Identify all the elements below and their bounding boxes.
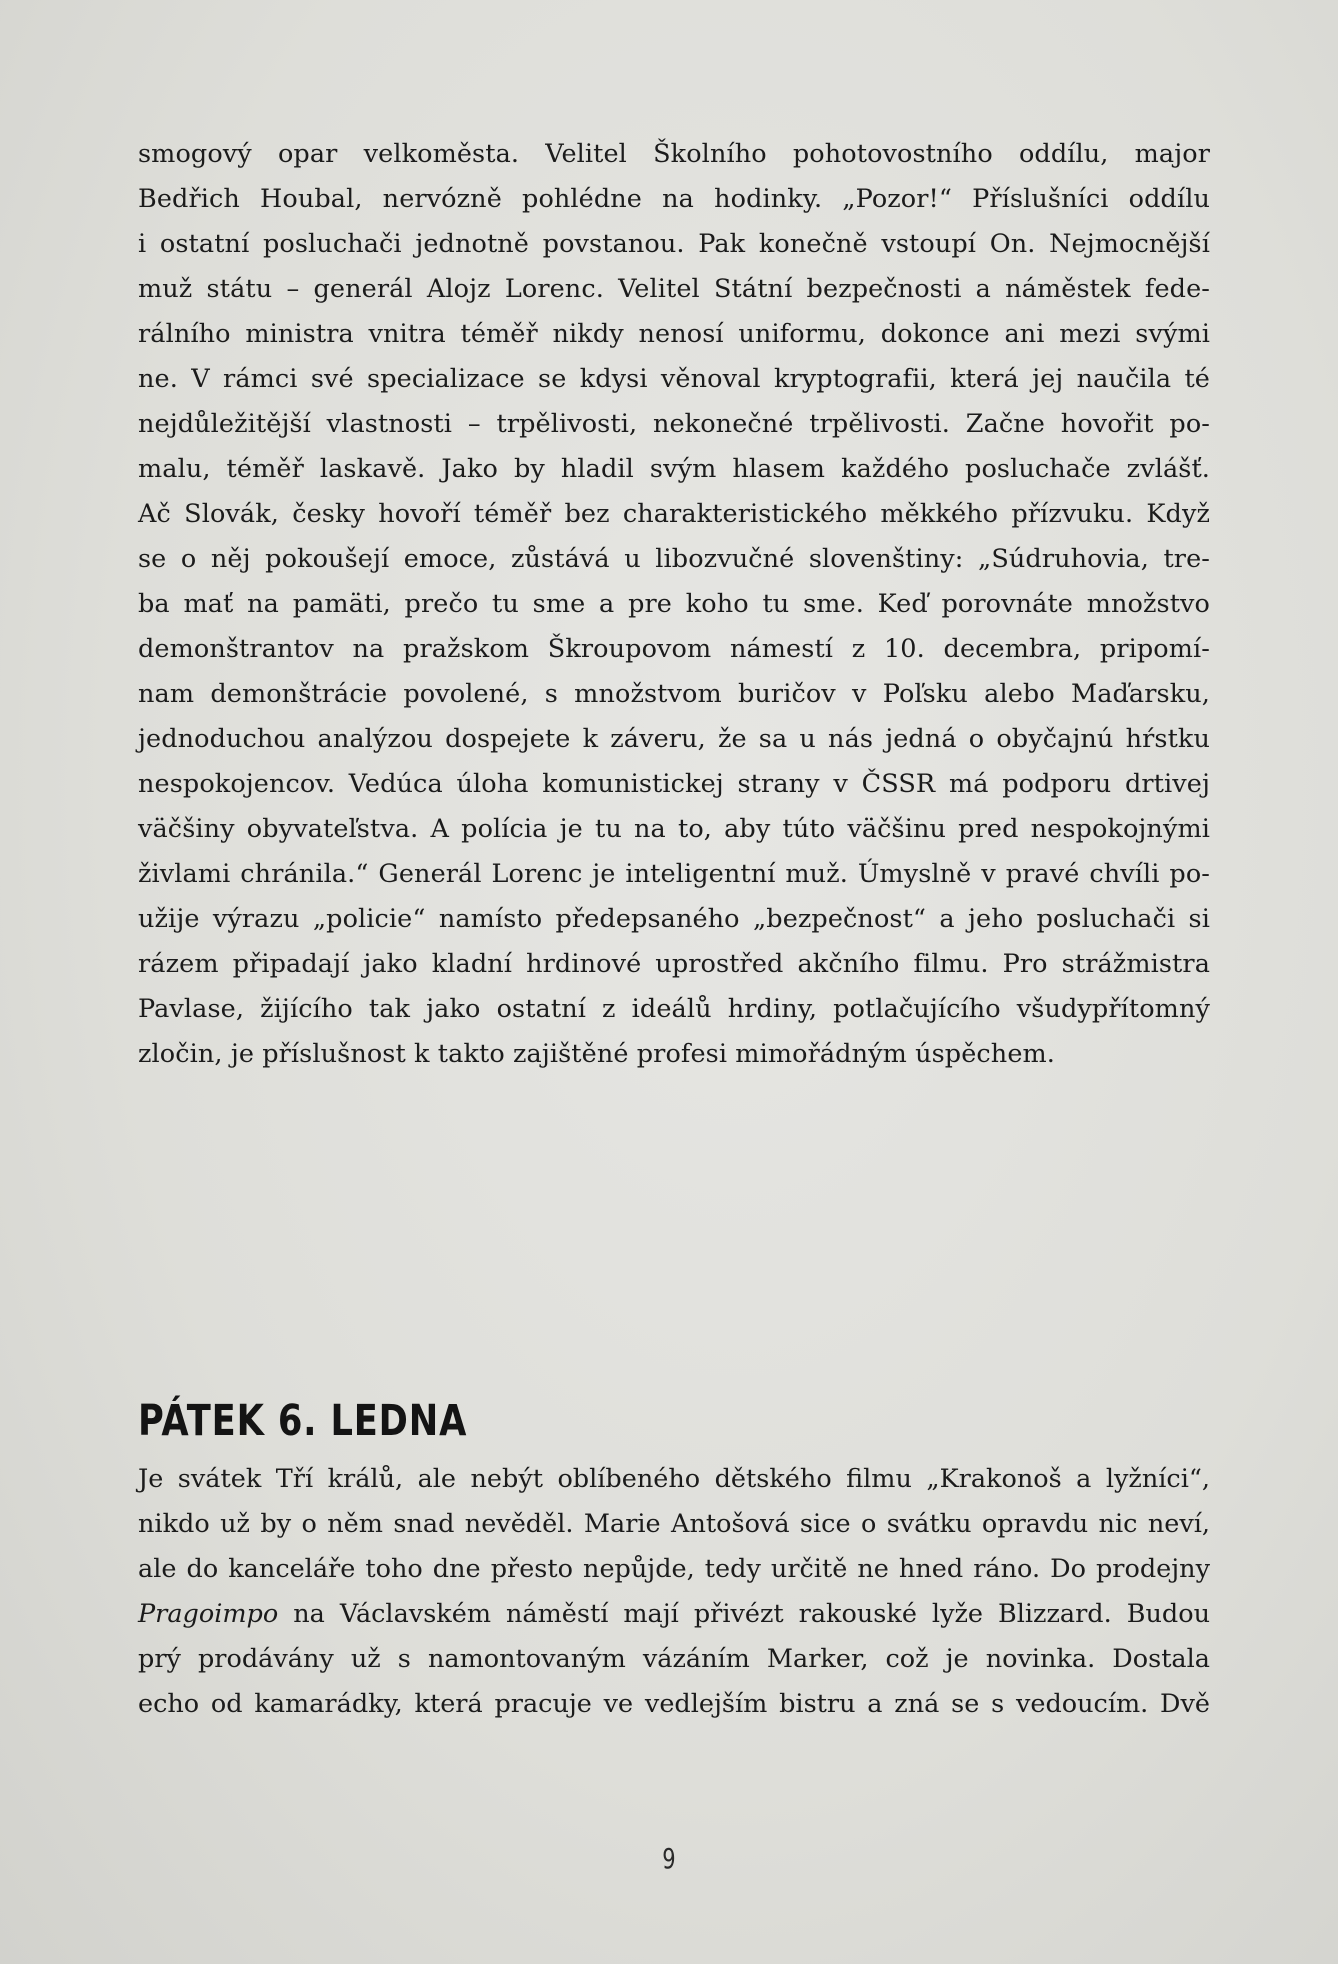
text-line: užije výrazu „policie“ namísto předepsaného „bezpečnost“ a jeho posluchači si (138, 904, 1210, 934)
text-line: ale do kanceláře toho dne přesto nepůjde, tedy určitě ne hned ráno. Do prodejny (138, 1554, 1210, 1584)
text-line: demonštrantov na pražskom Škroupovom námestí z 10. decembra, pripomí- (138, 634, 1210, 664)
text-line: ba mať na pamäti, prečo tu sme a pre koho tu sme. Keď porovnáte množstvo (138, 589, 1210, 619)
section-heading: PÁTEK 6. LEDNA (138, 1396, 468, 1446)
paragraph-new-section (138, 1457, 1210, 1727)
text-line (138, 1592, 1210, 1637)
text-line: echo od kamarádky, která pracuje ve vedlejším bistru a zná se s vedoucím. Dvě (138, 1689, 1210, 1719)
text-line: muž státu – generál Alojz Lorenc. Velitel Státní bezpečnosti a náměstek fede- (138, 274, 1210, 304)
text-line: i ostatní posluchači jednotně povstanou. Pak konečně vstoupí On. Nejmocnější (138, 229, 1210, 259)
page-number: 9 (662, 1842, 676, 1875)
text-line: Ač Slovák, česky hovoří téměř bez charakteristického měkkého přízvuku. Když (138, 499, 1210, 529)
text-line: Pavlase, žijícího tak jako ostatní z ideálů hrdiny, potlačujícího všudypřítomný (138, 994, 1210, 1024)
text-line: nikdo už by o něm snad nevěděl. Marie Antošová sice o svátku opravdu nic neví, (138, 1509, 1210, 1539)
text-line: ne. V rámci své specializace se kdysi věnoval kryptografii, která jej naučila té (138, 364, 1210, 394)
paragraph-continued (138, 132, 1210, 1077)
text-line: zločin, je příslušnost k takto zajištěné profesi mimořádným úspěchem. (138, 1039, 1056, 1069)
italic-store-name: Pragoimpo (138, 1599, 279, 1629)
text-line: rázem připadají jako kladní hrdinové uprostřed akčního filmu. Pro strážmistra (138, 949, 1210, 979)
text-line: malu, téměř laskavě. Jako by hladil svým hlasem každého posluchače zvlášť. (138, 454, 1210, 484)
text-line: nespokojencov. Vedúca úloha komunistickej strany v ČSSR má podporu drtivej (138, 769, 1210, 799)
text-line: Je svátek Tří králů, ale nebýt oblíbeného dětského filmu „Krakonoš a lyžníci“, (138, 1464, 1210, 1494)
text-line: väčšiny obyvateľstva. A polícia je tu na to, aby túto väčšinu pred nespokojnými (138, 814, 1210, 844)
text-line: prý prodávány už s namontovaným vázáním Marker, což je novinka. Dostala (138, 1644, 1210, 1674)
text-line: smogový opar velkoměsta. Velitel Školního pohotovostního oddílu, major (138, 139, 1210, 169)
text-line: se o něj pokoušejí emoce, zůstává u libozvučné slovenštiny: „Súdruhovia, tre- (138, 544, 1210, 574)
text-line: rálního ministra vnitra téměř nikdy nenosí uniformu, dokonce ani mezi svými (138, 319, 1210, 349)
text-line: nejdůležitější vlastnosti – trpělivosti, nekonečné trpělivosti. Začne hovořit po- (138, 409, 1210, 439)
text-line: nam demonštrácie povolené, s množstvom buričov v Poľsku alebo Maďarsku, (138, 679, 1210, 709)
text-line: Bedřich Houbal, nervózně pohlédne na hodinky. „Pozor!“ Příslušníci oddílu (138, 184, 1210, 214)
text-line: živlami chránila.“ Generál Lorenc je inteligentní muž. Úmyslně v pravé chvíli po- (138, 859, 1210, 889)
text-span: na Václavském náměstí mají přivézt rakouské lyže Blizzard. Budou (278, 1599, 1210, 1629)
text-line: jednoduchou analýzou dospejete k záveru, že sa u nás jedná o obyčajnú hŕstku (138, 724, 1210, 754)
